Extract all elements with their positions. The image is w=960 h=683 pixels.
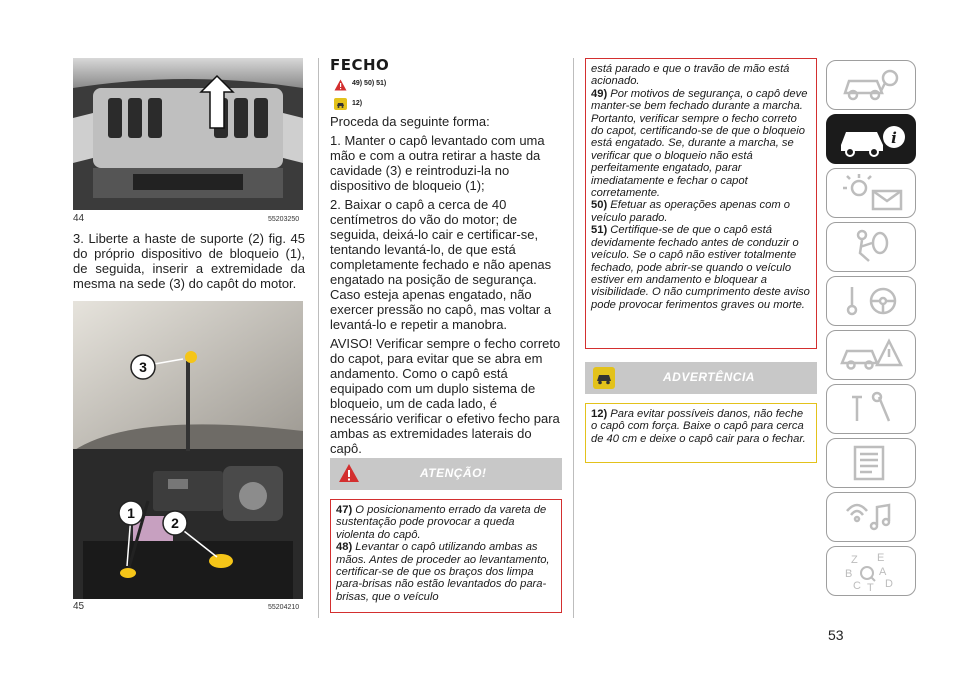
steering-wheel-icon [827, 277, 914, 324]
advertencia-car-icon [593, 367, 615, 389]
figure-44-photo [73, 58, 303, 210]
column-divider-left [318, 58, 319, 618]
index-letter-z: Z [851, 554, 858, 566]
tools-icon [827, 385, 914, 432]
middle-body-text [330, 114, 562, 460]
advertencia-title: ADVERTÊNCIA [663, 370, 755, 384]
page-number: 53 [828, 627, 844, 643]
section-heading: FECHO [330, 56, 390, 74]
tab-dashboard[interactable] [826, 60, 916, 110]
tab-maintenance[interactable] [826, 384, 916, 434]
airbag-person-icon [827, 223, 914, 270]
attention-triangle-icon [338, 463, 360, 483]
aviso-paragraph: AVISO! Verificar sempre o fecho correto do capot, para evitar que se abra em andamento. Como o capô está equipado com um duplo sistema de bloqueio, um de cada lado, é necessário verificar o efetivo fecho para ambas as extremidades laterais do capô. [330, 336, 561, 456]
index-letter-e: E [877, 552, 885, 564]
tab-car-info[interactable] [826, 114, 916, 164]
step-1-paragraph: 1. Manter o capô levantado com uma mão e com a outra retirar a haste da cavidade (3) e reintroduzi-la no dispositivo de bloqueio (1); [330, 133, 545, 193]
step-3-paragraph: 3. Liberte a haste de suporte (2) fig. 45 do próprio dispositivo de bloqueio (1), de seguida, inserir a extremidade da mesma na sede (3) do capôt do motor. [73, 231, 305, 291]
index-letter-c: C [853, 580, 861, 592]
alphabet-index-icon [827, 547, 914, 594]
rod-seat-marker [185, 351, 197, 363]
tab-driving[interactable] [826, 276, 916, 326]
figure-45-photo [73, 301, 303, 599]
jeep-front-illustration [73, 58, 303, 210]
engine-bay-illustration [73, 301, 303, 599]
index-letter-d: D [885, 578, 893, 590]
step-3-text [73, 231, 305, 295]
callout-3: 3 [139, 359, 147, 375]
index-letter-a: A [879, 566, 887, 578]
light-mail-icon [827, 169, 914, 216]
warning-refs: 49) 50) 51) [352, 80, 387, 87]
note-12: 12) Para evitar possíveis danos, não feche o capô com força. Baixe o capô para cerca de 40 cm e deixe o capô cair para o fechar. [591, 408, 806, 445]
figure-44-code: 55203250 [268, 216, 300, 223]
attention-banner [330, 458, 562, 490]
dashboard-car-icon [827, 61, 914, 108]
note-50: 50) Efetuar as operações apenas com o veículo parado. [591, 199, 791, 224]
tab-lights-messages[interactable] [826, 168, 916, 218]
tab-multimedia[interactable] [826, 492, 916, 542]
note-51: 51) Certifique-se de que o capô está devidamente fechado antes de conduzir o veículo. Se o capô não estiver totalmente fechado, pode abrir-se quando o veículo estiver em andamento e bloquear a visibilidade. O não cumprimento deste aviso pode provocar ferimentos graves ou morte. [591, 224, 810, 311]
multimedia-icon [827, 493, 914, 540]
callout-1: 1 [127, 505, 135, 521]
index-letter-b: B [845, 568, 853, 580]
figure-44-number: 44 [73, 213, 85, 224]
advertencia-notes-box [585, 403, 817, 463]
svg-text:i: i [891, 129, 897, 147]
note-49: 49) Por motivos de segurança, o capô deve manter-se bem fechado durante a marcha. Portanto, verificar sempre o fecho correto do capot, certificando-se de que o bloqueio está engatado. Se, durante a marcha, se verificar que o bloqueio não está perfeitamente engatado, parar imediatamente e fechar o capot corretamente. [591, 87, 808, 200]
tab-specifications[interactable] [826, 438, 916, 488]
callout-2: 2 [171, 515, 179, 531]
attention-notes-box [330, 499, 562, 613]
caution-car-icon [334, 97, 347, 115]
figure-45-number: 45 [73, 601, 85, 612]
warning-triangle-icon [334, 78, 347, 96]
caution-refs: 12) [352, 100, 363, 107]
figure-45-code: 55204210 [268, 604, 300, 611]
latch-device-marker [120, 568, 136, 578]
attention-title: ATENÇÃO! [420, 466, 487, 480]
car-info-icon [827, 115, 914, 162]
intro-paragraph: Proceda da seguinte forma: [330, 114, 490, 129]
tab-alphabetical-index[interactable] [826, 546, 916, 596]
index-letter-t: T [867, 582, 874, 594]
advertencia-banner [585, 362, 817, 394]
note-48-continued: está parado e que o travão de mão está acionado. [591, 63, 790, 88]
tab-safety[interactable] [826, 222, 916, 272]
note-47: 47) O posicionamento errado da vareta de sustentação pode provocar a queda violenta do capô. [336, 504, 547, 541]
note-48: 48) Levantar o capô utilizando ambas as mãos. Antes de proceder ao levantamento, certificar-se de que os braços dos limpa para-brisas não estão levantados do para-brisas, que o veículo [336, 541, 550, 603]
tab-emergency[interactable] [826, 330, 916, 380]
specs-list-icon [827, 439, 914, 486]
attention-notes-box-continued [585, 58, 817, 349]
support-rod-marker [209, 554, 233, 568]
warning-car-icon [827, 331, 914, 378]
column-divider-right [573, 58, 574, 618]
step-2-paragraph: 2. Baixar o capô a cerca de 40 centímetros do vão do motor; de seguida, deixá-lo cair e certificar-se, tentando levantá-lo, de que está completamente fechado e não apenas engatado na posição de segurança. Caso esteja apenas engatado, não exercer pressão no capô, mas voltar a levantá-lo e repetir a manobra. [330, 197, 552, 332]
